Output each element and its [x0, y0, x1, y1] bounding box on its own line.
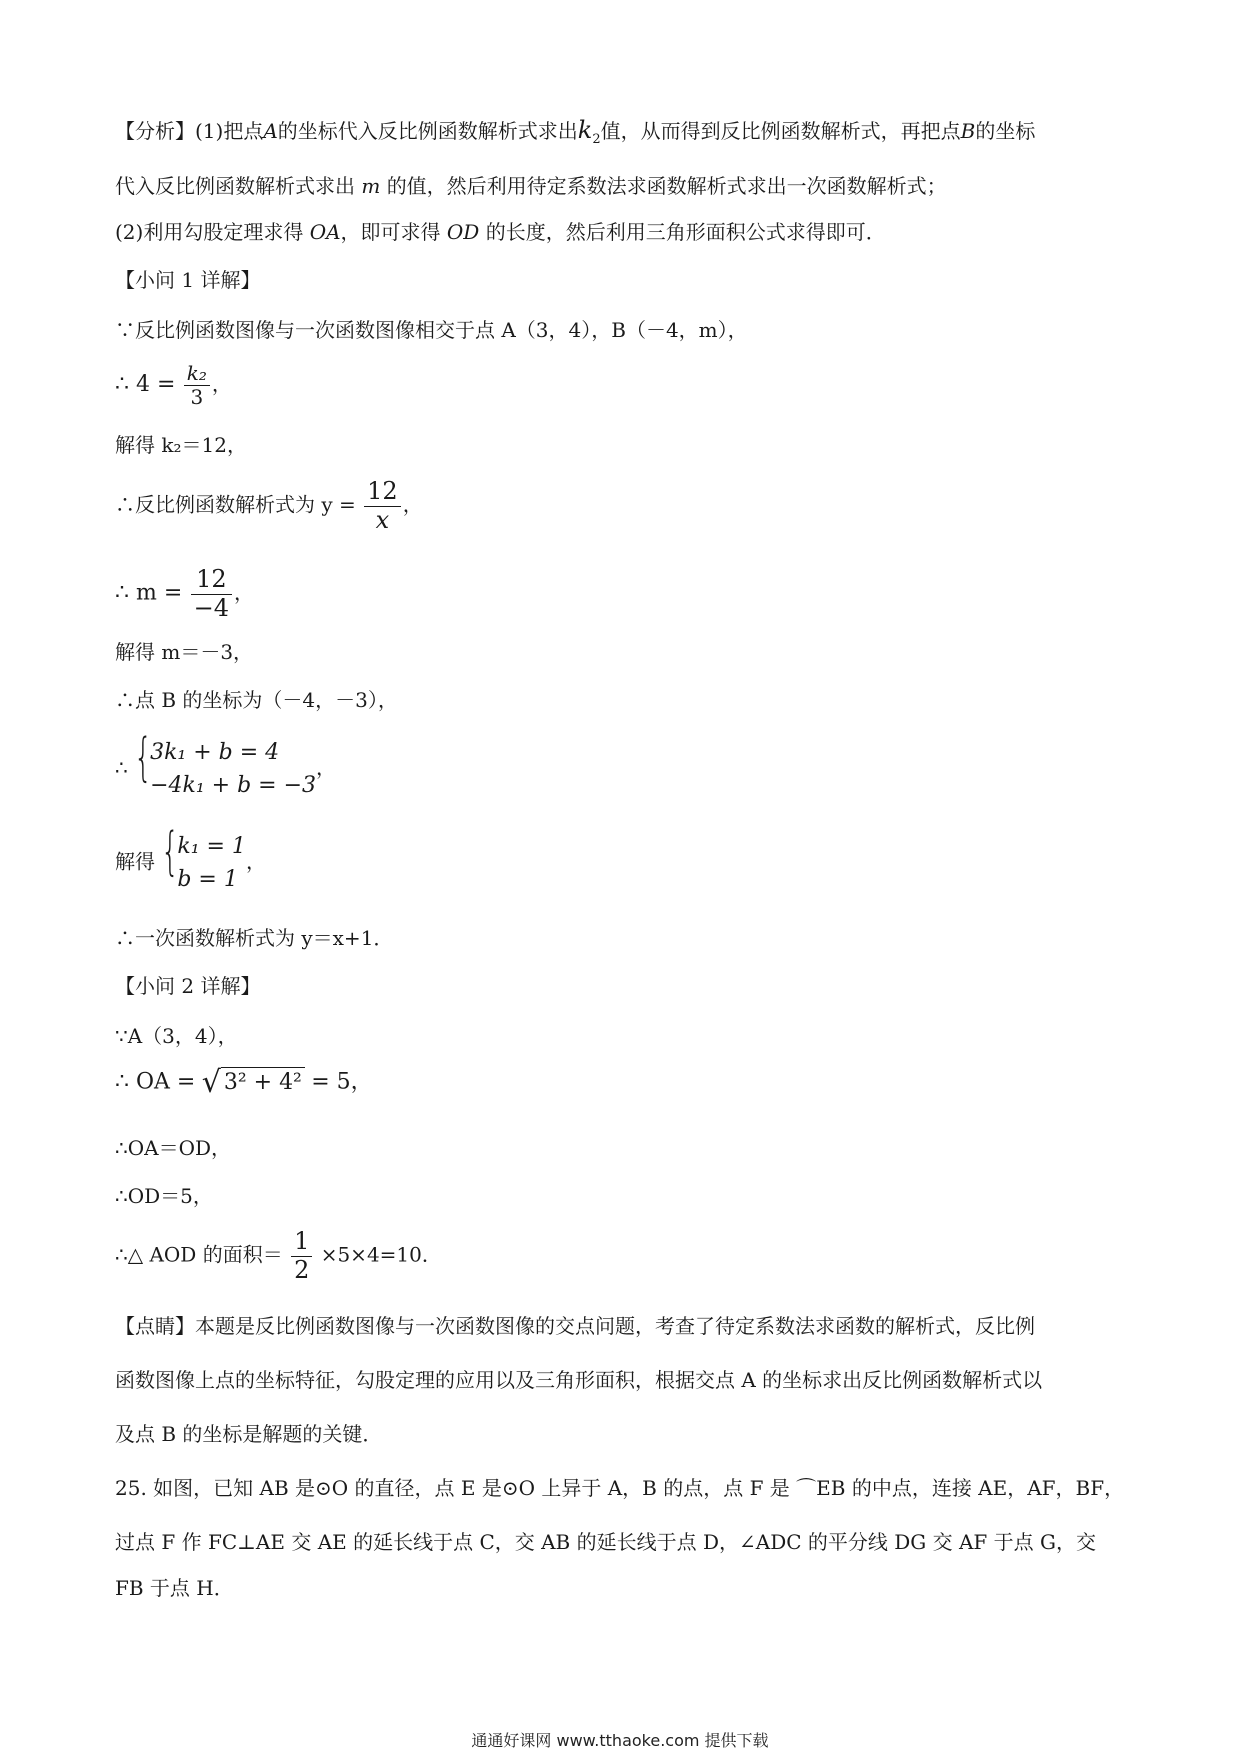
part1-step-4: [115, 478, 423, 534]
var-oa: OA: [309, 220, 341, 244]
var-b: B: [960, 119, 976, 143]
part1-step-9: [115, 822, 266, 896]
part2-step-3: ∴OA＝OD，: [115, 1136, 231, 1160]
var-m: m: [361, 174, 381, 198]
solve-label: 解得: [115, 849, 155, 874]
var-od: OD: [446, 220, 480, 244]
part1-step-8: [115, 728, 337, 802]
fraction: [364, 478, 401, 534]
equation-row: −4k₁ + b = −3: [150, 773, 317, 798]
analysis-text: ，即可求得: [340, 220, 441, 244]
part1-step-7: ∴点 B 的坐标为（－4，－3），: [115, 688, 398, 712]
fraction-numerator: 1: [291, 1228, 312, 1257]
part2-heading: 【小问 2 详解】: [115, 974, 261, 998]
comment-line-1: 【点睛】本题是反比例函数图像与一次函数图像的交点问题，考查了待定系数法求函数的解析式，反比例: [115, 1314, 1035, 1338]
radicand: 3² + 4²: [221, 1067, 305, 1095]
punctuation: ，: [245, 849, 266, 874]
part1-step-6: 解得 m＝－3，: [115, 640, 254, 664]
analysis-text: 【分析】(1)把点: [115, 119, 264, 143]
var-a: A: [263, 119, 278, 143]
analysis-text: 的值，然后利用待定系数法求函数解析式求出一次函数解析式；: [386, 174, 947, 198]
therefore-symbol: ∴: [115, 755, 128, 780]
analysis-text: 值，从而得到反比例函数解析式，再把点: [600, 119, 961, 143]
punctuation: ，: [211, 372, 232, 396]
part1-step-2: [115, 362, 232, 409]
part2-step-1: ∵A（3，4），: [115, 1024, 238, 1048]
punctuation: ，: [234, 580, 255, 605]
analysis-text: 的坐标: [975, 119, 1036, 143]
analysis-line-2: [115, 176, 947, 196]
part1-step-5: [115, 566, 254, 622]
square-root: [201, 1065, 305, 1100]
analysis-text: 的长度，然后利用三角形面积公式求得即可．: [485, 220, 886, 244]
part1-step-10: ∴一次函数解析式为 y＝x+1．: [115, 926, 394, 950]
punctuation: ，: [316, 755, 337, 780]
fraction-denominator: 3: [190, 385, 204, 409]
part2-step-5: [115, 1228, 442, 1284]
fraction-denominator: −4: [193, 593, 230, 622]
area-label: ∴△ AOD 的面积＝: [115, 1242, 283, 1267]
comment-line-3: 及点 B 的坐标是解题的关键．: [115, 1422, 383, 1446]
part2-step-2: [115, 1065, 373, 1100]
equation-row: b = 1: [177, 867, 238, 892]
problem25-line-2: 过点 F 作 FC⊥AE 交 AE 的延长线于点 C，交 AB 的延长线于点 D，∠ADC 的平分线 DG 交 AF 于点 G，交: [115, 1530, 1096, 1554]
punctuation: ，: [402, 492, 423, 517]
equation-rhs: ×5×4=10．: [320, 1242, 442, 1267]
fraction: [191, 566, 232, 622]
brace-icon: {: [161, 822, 180, 882]
analysis-line-3: [115, 222, 886, 242]
fraction-denominator: 2: [294, 1255, 310, 1284]
equation-row: k₁ = 1: [177, 834, 246, 859]
equation-lhs: ∴ m =: [115, 580, 183, 606]
comment-line-2: 函数图像上点的坐标特征，勾股定理的应用以及三角形面积，根据交点 A 的坐标求出反比例函数解析式以: [115, 1368, 1043, 1392]
equation-system: [134, 728, 317, 802]
equation-lhs: ∴反比例函数解析式为 y =: [115, 492, 356, 517]
analysis-text: 代入反比例函数解析式求出: [115, 174, 355, 198]
part2-step-4: ∴OD＝5，: [115, 1184, 213, 1208]
equation-row: 3k₁ + b = 4: [150, 740, 280, 765]
var-k: k: [577, 116, 593, 144]
brace-icon: {: [134, 728, 153, 788]
analysis-text: 的坐标代入反比例函数解析式求出: [277, 119, 578, 143]
equation-lhs: ∴ OA =: [115, 1069, 196, 1095]
part1-heading: 【小问 1 详解】: [115, 268, 261, 292]
fraction-numerator: k₂: [184, 362, 210, 386]
analysis-line-1: [115, 118, 1035, 146]
analysis-text: (2)利用勾股定理求得: [115, 220, 304, 244]
page-footer: 通通好课网 www.tthaoke.com 提供下载: [471, 1731, 769, 1750]
part1-step-3: 解得 k₂＝12，: [115, 433, 247, 457]
subscript: 2: [592, 132, 601, 147]
problem25-line-1: 25. 如图，已知 AB 是⊙O 的直径，点 E 是⊙O 上异于 A，B 的点，点 F 是 ⌒EB 的中点，连接 AE，AF，BF，: [115, 1476, 1125, 1500]
problem25-line-3: FB 于点 H．: [115, 1576, 234, 1600]
part1-step-1: ∵反比例函数图像与一次函数图像相交于点 A（3，4），B（－4，m），: [115, 318, 748, 342]
radical-icon: √: [201, 1065, 221, 1100]
fraction: [184, 362, 210, 409]
equation-rhs: = 5，: [311, 1069, 373, 1095]
fraction: [291, 1228, 312, 1284]
fraction-numerator: 12: [364, 478, 401, 507]
fraction-numerator: 12: [191, 566, 232, 595]
equation-lhs: ∴ 4 =: [115, 372, 176, 397]
equation-system: [161, 822, 246, 896]
fraction-denominator: x: [375, 505, 390, 534]
